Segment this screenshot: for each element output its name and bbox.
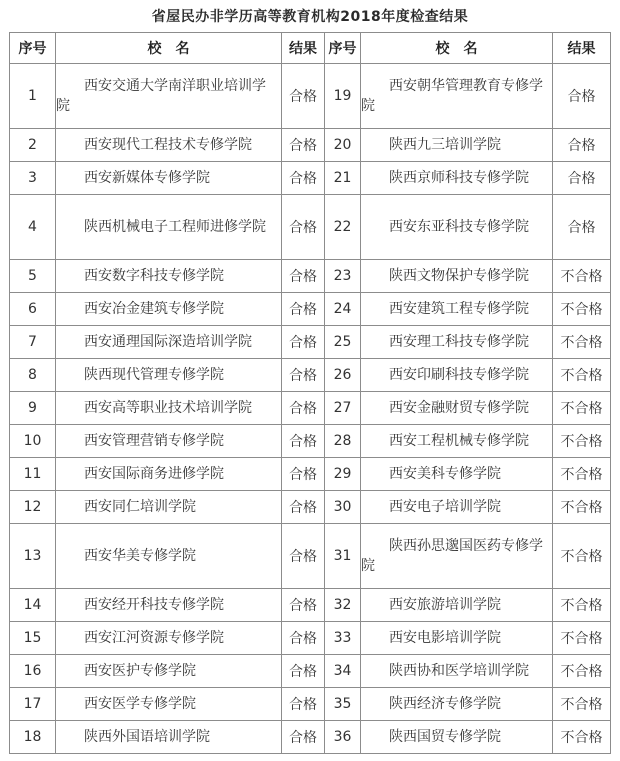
cell-seq-right: 36	[325, 721, 361, 754]
cell-result-left: 合格	[282, 162, 325, 195]
cell-seq-right: 21	[325, 162, 361, 195]
cell-seq-left: 11	[10, 458, 56, 491]
table-row	[10, 425, 611, 458]
cell-name-left: 西安交通大学南洋职业培训学院	[56, 64, 282, 129]
cell-result-right: 不合格	[553, 326, 611, 359]
cell-seq-right: 27	[325, 392, 361, 425]
cell-seq-left: 9	[10, 392, 56, 425]
cell-result-right: 不合格	[553, 688, 611, 721]
cell-seq-right: 28	[325, 425, 361, 458]
cell-name-left: 西安通理国际深造培训学院	[56, 326, 282, 359]
cell-name-left: 西安医护专修学院	[56, 655, 282, 688]
cell-seq-left: 14	[10, 589, 56, 622]
cell-result-right: 不合格	[553, 458, 611, 491]
cell-result-left: 合格	[282, 129, 325, 162]
cell-name-left: 陕西机械电子工程师进修学院	[56, 195, 282, 260]
cell-name-left: 西安数字科技专修学院	[56, 260, 282, 293]
cell-seq-left: 4	[10, 195, 56, 260]
cell-result-left: 合格	[282, 491, 325, 524]
cell-result-right: 不合格	[553, 491, 611, 524]
cell-name-right: 西安东亚科技专修学院	[361, 195, 553, 260]
cell-name-right: 西安朝华管理教育专修学院	[361, 64, 553, 129]
table-row	[10, 129, 611, 162]
table-row	[10, 622, 611, 655]
cell-seq-right: 32	[325, 589, 361, 622]
cell-name-right: 西安电影培训学院	[361, 622, 553, 655]
cell-name-right: 西安印刷科技专修学院	[361, 359, 553, 392]
cell-seq-right: 30	[325, 491, 361, 524]
cell-name-left: 西安同仁培训学院	[56, 491, 282, 524]
cell-seq-left: 3	[10, 162, 56, 195]
table-row	[10, 260, 611, 293]
cell-name-right: 西安旅游培训学院	[361, 589, 553, 622]
cell-seq-left: 8	[10, 359, 56, 392]
cell-result-left: 合格	[282, 392, 325, 425]
cell-result-left: 合格	[282, 524, 325, 589]
cell-seq-right: 33	[325, 622, 361, 655]
cell-name-right: 西安建筑工程专修学院	[361, 293, 553, 326]
table-row	[10, 392, 611, 425]
cell-name-right: 陕西经济专修学院	[361, 688, 553, 721]
cell-result-left: 合格	[282, 260, 325, 293]
cell-result-left: 合格	[282, 721, 325, 754]
cell-result-left: 合格	[282, 293, 325, 326]
cell-name-right: 西安工程机械专修学院	[361, 425, 553, 458]
cell-result-right: 不合格	[553, 655, 611, 688]
cell-seq-left: 12	[10, 491, 56, 524]
cell-result-right: 合格	[553, 129, 611, 162]
header-name-right: 校 名	[361, 33, 553, 64]
cell-result-right: 不合格	[553, 260, 611, 293]
cell-result-right: 不合格	[553, 524, 611, 589]
results-table	[9, 32, 611, 754]
cell-seq-right: 25	[325, 326, 361, 359]
cell-name-left: 西安冶金建筑专修学院	[56, 293, 282, 326]
table-body	[10, 64, 611, 754]
table-row	[10, 195, 611, 260]
cell-seq-left: 18	[10, 721, 56, 754]
header-seq-left: 序号	[10, 33, 56, 64]
cell-seq-left: 10	[10, 425, 56, 458]
table-row	[10, 688, 611, 721]
cell-seq-left: 6	[10, 293, 56, 326]
table-row	[10, 64, 611, 129]
cell-name-left: 陕西外国语培训学院	[56, 721, 282, 754]
cell-name-left: 西安高等职业技术培训学院	[56, 392, 282, 425]
cell-seq-right: 22	[325, 195, 361, 260]
cell-seq-left: 2	[10, 129, 56, 162]
cell-seq-right: 24	[325, 293, 361, 326]
cell-name-left: 陕西现代管理专修学院	[56, 359, 282, 392]
cell-seq-left: 1	[10, 64, 56, 129]
cell-seq-right: 34	[325, 655, 361, 688]
cell-seq-right: 19	[325, 64, 361, 129]
cell-seq-right: 29	[325, 458, 361, 491]
cell-result-right: 不合格	[553, 589, 611, 622]
header-name-left: 校 名	[56, 33, 282, 64]
cell-result-right: 不合格	[553, 425, 611, 458]
cell-result-left: 合格	[282, 655, 325, 688]
cell-name-right: 陕西国贸专修学院	[361, 721, 553, 754]
cell-name-left: 西安新媒体专修学院	[56, 162, 282, 195]
cell-name-left: 西安管理营销专修学院	[56, 425, 282, 458]
cell-result-left: 合格	[282, 425, 325, 458]
cell-name-left: 西安华美专修学院	[56, 524, 282, 589]
table-row	[10, 359, 611, 392]
cell-result-right: 不合格	[553, 622, 611, 655]
cell-seq-left: 13	[10, 524, 56, 589]
cell-result-right: 不合格	[553, 392, 611, 425]
cell-seq-left: 16	[10, 655, 56, 688]
cell-name-right: 西安电子培训学院	[361, 491, 553, 524]
table-row	[10, 655, 611, 688]
cell-name-right: 陕西孙思邈国医药专修学院	[361, 524, 553, 589]
cell-name-right: 陕西文物保护专修学院	[361, 260, 553, 293]
table-row	[10, 326, 611, 359]
table-row	[10, 458, 611, 491]
cell-seq-right: 26	[325, 359, 361, 392]
cell-seq-left: 5	[10, 260, 56, 293]
cell-result-left: 合格	[282, 688, 325, 721]
cell-seq-right: 23	[325, 260, 361, 293]
cell-result-left: 合格	[282, 359, 325, 392]
cell-seq-right: 20	[325, 129, 361, 162]
cell-result-left: 合格	[282, 622, 325, 655]
cell-seq-left: 7	[10, 326, 56, 359]
header-seq-right: 序号	[325, 33, 361, 64]
cell-seq-right: 31	[325, 524, 361, 589]
table-row	[10, 721, 611, 754]
cell-name-left: 西安江河资源专修学院	[56, 622, 282, 655]
cell-result-left: 合格	[282, 64, 325, 129]
cell-name-right: 西安理工科技专修学院	[361, 326, 553, 359]
cell-result-left: 合格	[282, 195, 325, 260]
table-row	[10, 293, 611, 326]
cell-result-right: 合格	[553, 64, 611, 129]
table-header-row	[10, 33, 611, 64]
cell-result-right: 不合格	[553, 721, 611, 754]
cell-result-right: 合格	[553, 162, 611, 195]
cell-result-right: 合格	[553, 195, 611, 260]
cell-result-right: 不合格	[553, 359, 611, 392]
cell-result-left: 合格	[282, 458, 325, 491]
cell-result-right: 不合格	[553, 293, 611, 326]
cell-result-left: 合格	[282, 589, 325, 622]
table-row	[10, 491, 611, 524]
cell-name-right: 陕西九三培训学院	[361, 129, 553, 162]
table-row	[10, 524, 611, 589]
cell-name-left: 西安国际商务进修学院	[56, 458, 282, 491]
cell-name-left: 西安经开科技专修学院	[56, 589, 282, 622]
cell-result-left: 合格	[282, 326, 325, 359]
cell-name-left: 西安现代工程技术专修学院	[56, 129, 282, 162]
cell-name-right: 西安金融财贸专修学院	[361, 392, 553, 425]
table-row	[10, 162, 611, 195]
header-result-left: 结果	[282, 33, 325, 64]
cell-name-right: 陕西协和医学培训学院	[361, 655, 553, 688]
cell-name-right: 陕西京师科技专修学院	[361, 162, 553, 195]
cell-name-right: 西安美科专修学院	[361, 458, 553, 491]
page-title: 省屋民办非学历高等教育机构2018年度检查结果	[151, 9, 469, 25]
cell-seq-right: 35	[325, 688, 361, 721]
cell-seq-left: 15	[10, 622, 56, 655]
header-result-right: 结果	[553, 33, 611, 64]
cell-seq-left: 17	[10, 688, 56, 721]
table-row	[10, 589, 611, 622]
cell-name-left: 西安医学专修学院	[56, 688, 282, 721]
